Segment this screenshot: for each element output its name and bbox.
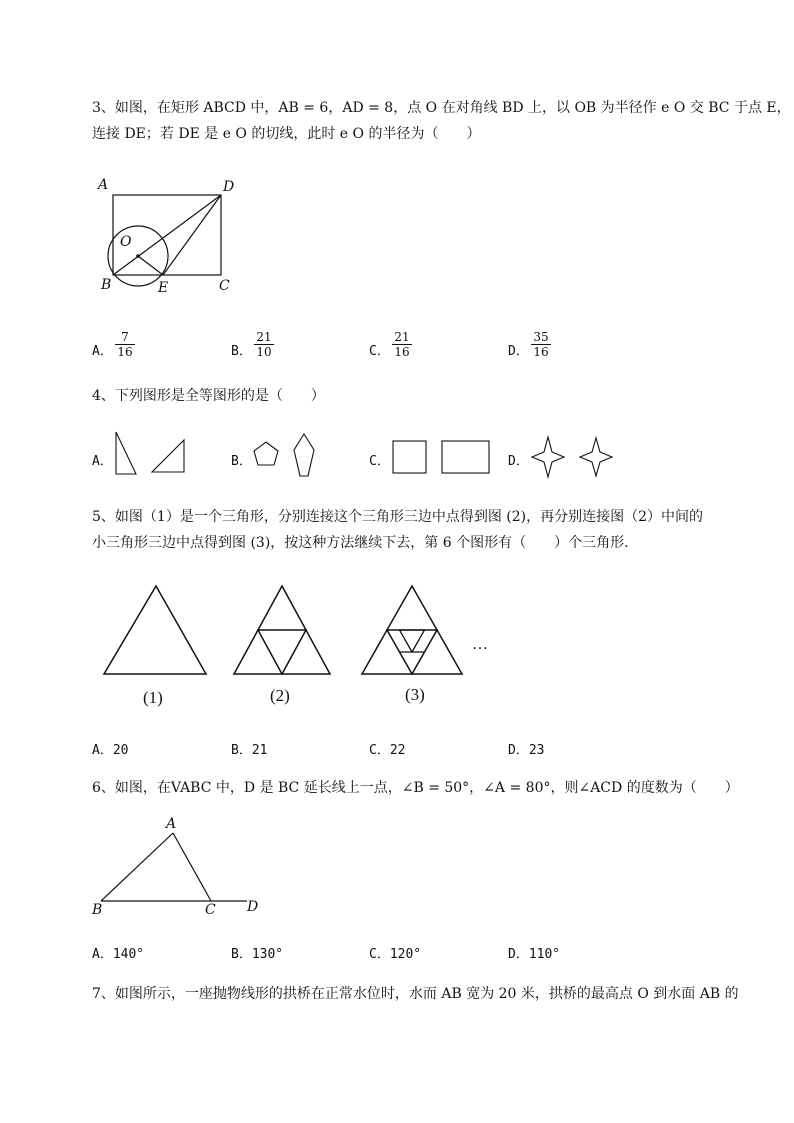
radius-oe	[138, 256, 163, 275]
label-d: D	[247, 899, 259, 915]
q4-option-c-figure	[390, 438, 495, 476]
pentagon-small	[254, 442, 278, 465]
q4-text-line1: 4、下列图形是全等图形的是（ ）	[92, 388, 325, 404]
denominator: 10	[256, 345, 272, 359]
q3-option-a-fraction	[115, 330, 135, 359]
q5-figure-3	[358, 582, 470, 678]
denominator: 16	[533, 345, 549, 359]
q4-option-d[interactable]: D．	[508, 454, 529, 469]
label-d: D	[223, 179, 235, 195]
q3-text-line2: 连接 DE；若 DE 是 e O 的切线，此时 e O 的半径为（ ）	[92, 126, 481, 142]
q6-text-line1: 6、如图，在VABC 中，D 是 BC 延长线上一点，∠B = 50°，∠A = 80°，则∠ACD 的度数为（ ）	[92, 780, 739, 796]
q3-option-b-fraction	[254, 330, 274, 359]
right-triangle-tall	[116, 432, 136, 474]
four-point-star-left	[532, 437, 564, 477]
label-c: C	[205, 902, 216, 918]
triangle-outer	[104, 586, 206, 674]
q5-figure-1	[100, 582, 212, 678]
q5-caption-3: (3)	[405, 685, 425, 704]
q3-option-b[interactable]: B．	[231, 344, 252, 359]
q5-option-b[interactable]: B．21	[231, 743, 268, 758]
q4-option-d-figure	[528, 435, 618, 479]
q6-option-a[interactable]: A．140°	[92, 947, 145, 962]
denominator: 16	[394, 345, 410, 359]
q6-figure	[95, 825, 265, 910]
numerator: 7	[115, 330, 135, 345]
q4-option-a-figure	[110, 428, 190, 478]
rectangle	[442, 441, 489, 473]
q6-option-d[interactable]: D．110°	[508, 947, 561, 962]
q5-option-a[interactable]: A．20	[92, 743, 129, 758]
segment-de	[163, 195, 221, 275]
q3-option-c-fraction	[392, 330, 412, 359]
label-o: O	[120, 234, 132, 250]
label-a: A	[166, 816, 177, 832]
label-c: C	[219, 278, 230, 294]
q3-option-c[interactable]: C．	[369, 344, 390, 359]
q3-text-line1: 3、如图，在矩形 ABCD 中，AB = 6，AD = 8，点 O 在对角线 BD 上，以 OB 为半径作 e O 交 BC 于点 E，	[92, 100, 791, 116]
segment-ab	[101, 833, 173, 901]
center-o	[136, 254, 140, 258]
label-b: B	[101, 277, 112, 293]
q4-option-b-figure	[248, 430, 328, 480]
q5-text-line2: 小三角形三边中点得到图 (3)，按这种方法继续下去，第 6 个图形有（ ）个三角形．	[92, 535, 639, 551]
q3-option-d[interactable]: D．	[508, 344, 529, 359]
label-a: A	[98, 177, 109, 193]
q5-caption-2: (2)	[270, 686, 290, 705]
numerator: 21	[392, 330, 412, 345]
four-point-star-right	[580, 438, 612, 476]
label-e: E	[158, 280, 169, 296]
numerator: 21	[254, 330, 274, 345]
square	[393, 441, 426, 473]
q5-option-c[interactable]: C．22	[369, 743, 406, 758]
triangle-midpoints	[258, 630, 306, 674]
numerator: 35	[531, 330, 551, 345]
q6-option-b[interactable]: B．130°	[231, 947, 284, 962]
segment-ac	[173, 833, 211, 901]
pentagon-large	[294, 434, 314, 476]
label-b: B	[92, 902, 103, 918]
q3-option-a[interactable]: A．	[92, 344, 113, 359]
q7-text-line1: 7、如图所示，一座抛物线形的拱桥在正常水位时，水而 AB 宽为 20 米，拱桥的最高点 O 到水面 AB 的	[92, 986, 739, 1002]
q3-option-d-fraction	[531, 330, 551, 359]
q4-option-a[interactable]: A．	[92, 454, 113, 469]
q4-option-c[interactable]: C．	[369, 454, 390, 469]
q5-text-line1: 5、如图（1）是一个三角形，分别连接这个三角形三边中点得到图 (2)，再分别连接图（2）中间的	[92, 509, 704, 525]
q4-option-b[interactable]: B．	[231, 454, 252, 469]
q5-figure-2	[230, 582, 342, 678]
q5-ellipsis: …	[472, 636, 488, 653]
denominator: 16	[117, 345, 133, 359]
triangle-inner-midpoints	[400, 630, 425, 652]
q6-option-c[interactable]: C．120°	[369, 947, 422, 962]
right-triangle-short	[152, 440, 184, 472]
q5-caption-1: (1)	[143, 688, 163, 707]
q5-option-d[interactable]: D．23	[508, 743, 545, 758]
